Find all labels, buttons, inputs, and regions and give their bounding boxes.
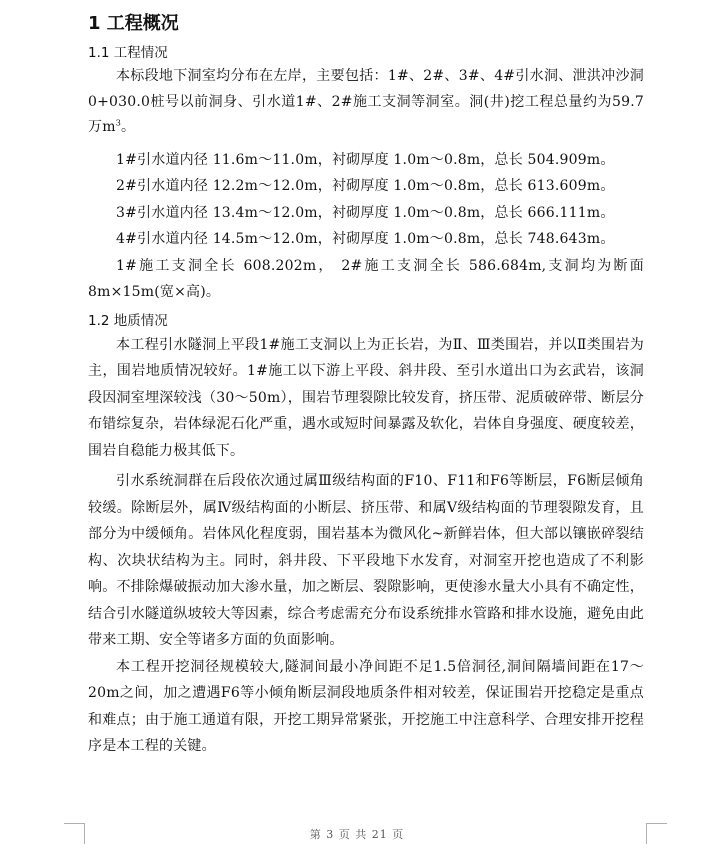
spec-line-2: 2#引水道内径 12.2m～12.0m，衬砌厚度 1.0m～0.8m，总长 613.609m。 <box>116 178 615 195</box>
geology-paragraph-1: 本工程引水隧洞上平段1#施工支洞以上为正长岩，为Ⅱ、Ⅲ类围岩，并以Ⅱ类围岩为主，围岩地质情况较好。1#施工以下游上平段、斜井段、至引水道出口为玄武岩，该洞段因洞室埋深较浅（30～50m），围岩节理裂隙比较发育，挤压带、泥质破碎带、断层分布错综复杂，岩体绿泥石化严重，遇水或短时间暴露及软化，岩体自身强度、硬度较差，围岩自稳能力极其低下。 <box>88 336 644 459</box>
page-footer: 第 3 页 共 21 页 <box>309 828 405 841</box>
spec-line-3: 3#引水道内径 13.4m～12.0m，衬砌厚度 1.0m～0.8m，总长 666.111m。 <box>116 204 615 221</box>
paragraph-overview-end: 。 <box>120 119 136 136</box>
geology-paragraph-2: 引水系统洞群在后段依次通过属Ⅲ级结构面的F10、F11和F6等断层，F6断层倾角较缓。除断层外，属Ⅳ级结构面的小断层、挤压带、和属Ⅴ级结构面的节理裂隙发育，且部分为中缓倾角。岩体风化程度弱，围岩基本为微风化~新鲜岩体，但大部以镶嵌碎裂结构、次块状结构为主。同时，斜井段、下平段地下水发育，对洞室开挖也造成了不利影响。不排除爆破振动加大渗水量，加之断层、裂隙影响，更使渗水量大小具有不确定性，结合引水隧道纵坡较大等因素，综合考虑需充分布设系统排水管路和排水设施，避免由此带来工期、安全等诸多方面的负面影响。 <box>88 473 644 649</box>
geology-paragraph-3: 本工程开挖洞径规模较大,隧洞间最小净间距不足1.5倍洞径,洞间隔墙间距在17～20m之间，加之遭遇F6等小倾角断层洞段地质条件相对较差，保证围岩开挖稳定是重点和难点；由于施工通道有限，开挖工期异常紧张，开挖施工中注意科学、合理安排开挖程序是本工程的关键。 <box>88 658 644 755</box>
paragraph-overview <box>88 64 644 141</box>
spec-line-4: 4#引水道内径 14.5m～12.0m，衬砌厚度 1.0m～0.8m，总长 748.643m。 <box>116 231 615 248</box>
subsection-heading-1-2: 1.2 地质情况 <box>88 312 168 329</box>
spec-line-5: 1#施工支洞全长 608.202m， 2#施工支洞全长 586.684m,支洞均为断面 8m×15m(宽×高)。 <box>88 257 644 301</box>
superscript-3: 3 <box>115 118 121 128</box>
section-title: 1 工程概况 <box>88 13 179 34</box>
subsection-heading-1-1: 1.1 工程情况 <box>88 45 168 61</box>
page-content <box>88 8 644 760</box>
paragraph-overview-text: 本标段地下洞室均分布在左岸，主要包括：1#、2#、3#、4#引水洞、泄洪冲沙洞0+030.0桩号以前洞身、引水道1#、2#施工支洞等洞室。洞(井)挖工程总量约为59.7万m <box>88 68 644 136</box>
spec-line-1: 1#引水道内径 11.6m～11.0m，衬砌厚度 1.0m～0.8m，总长 504.909m。 <box>116 151 615 168</box>
